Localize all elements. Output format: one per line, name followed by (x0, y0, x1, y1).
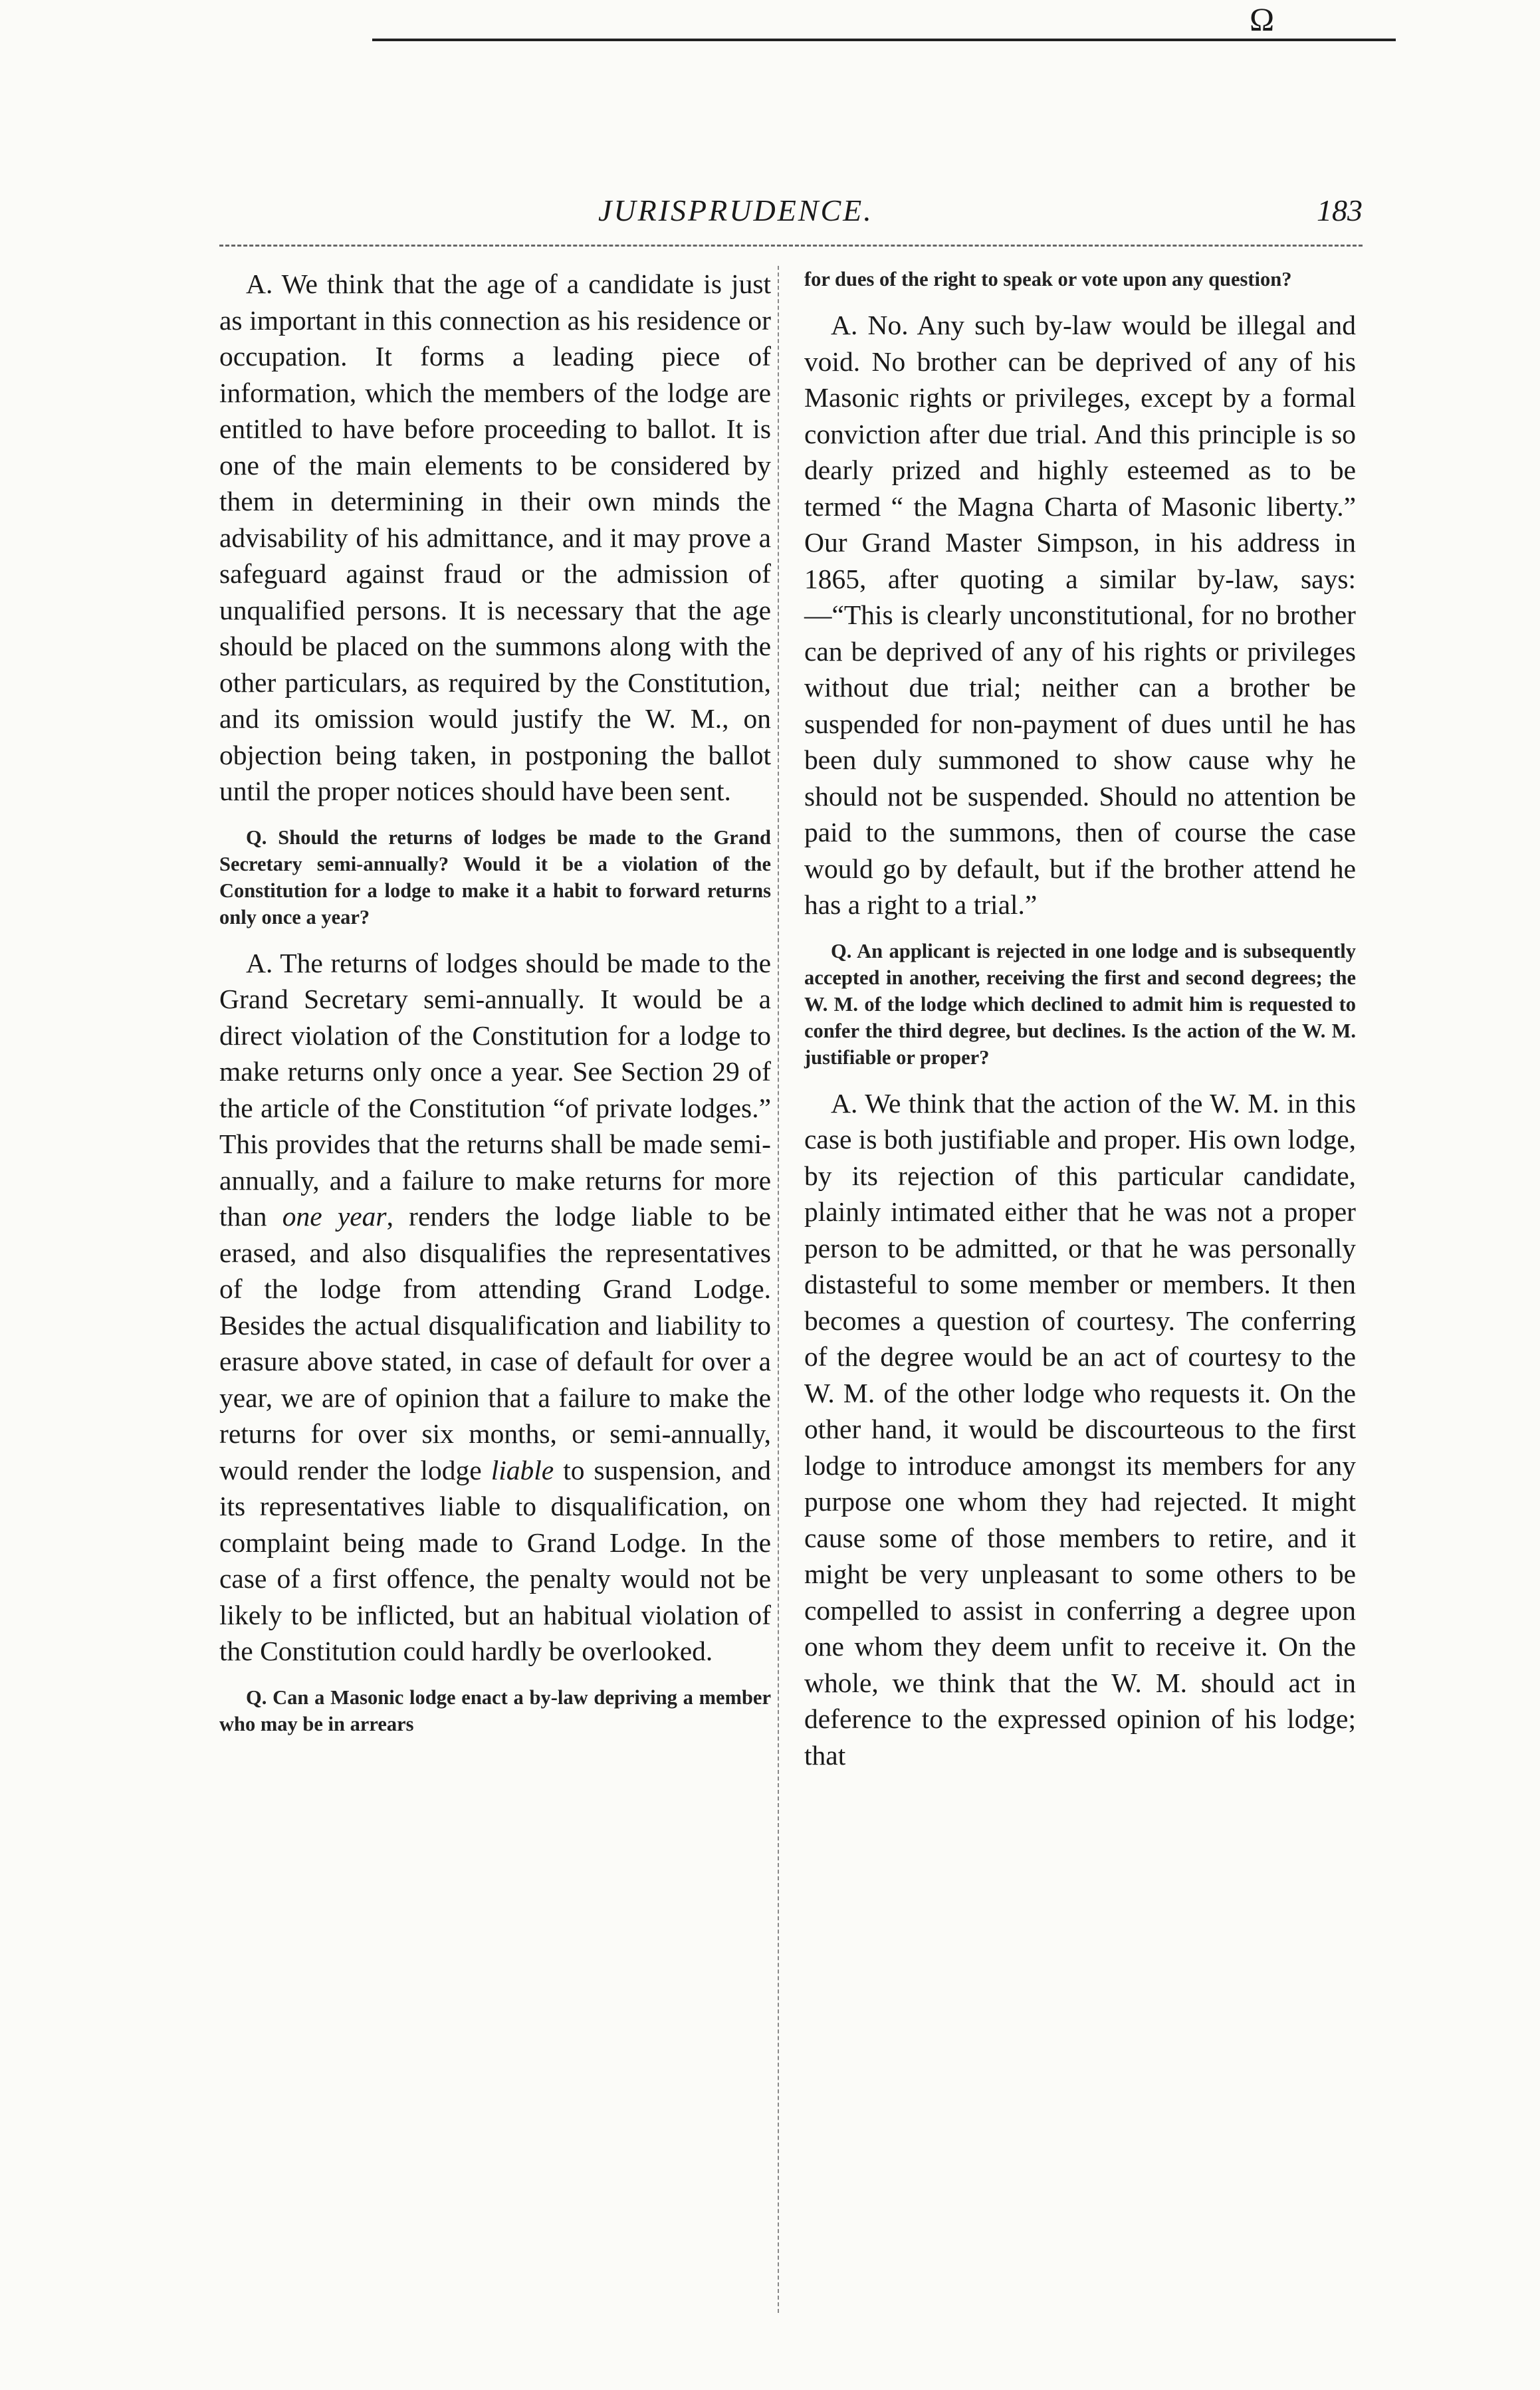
emphasis-text: liable (491, 1454, 554, 1485)
top-rule (372, 39, 1396, 41)
page-number: 183 (1317, 193, 1363, 227)
question-paragraph: Q. An applicant is rejected in one lodge and is subsequently accepted in another, receiving the first and second degrees; the W. M. of the lodge which declined to admit him is requested to confer the third degree, but declines. Is the action of the W. M. justifiable or proper? (804, 939, 1356, 1069)
answer-paragraph: A. No. Any such by-law would be illegal and void. No brother can be deprived of any of his Masonic rights or privileges, except by a formal conviction after due trial. And this principle is so dearly prized and highly esteemed as to be termed “ the Magna Charta of Masonic liberty.” Our Grand Master Simpson, in his address in 1865, after quoting a similar by-law, says:—“This is clearly unconstitutional, for no brother can be deprived of any of his rights or privileges without due trial; neither can a brother be suspended for non-payment of dues until he has been duly summoned to show cause why he should not be suspended. Should no attention be paid to the summons, then of course the case would go by default, but if the brother attend he has a right to a trial.” (804, 310, 1356, 920)
right-column (804, 266, 1356, 1788)
answer-text: A. The returns of lodges should be made to the Grand Secretary semi-annually. It would be a direct violation of the Constitution for a lodge to make returns only once a year. See Section 29 of the article of the Constitution “of private lodges.” This provides that the returns shall be made semi-annually, and a failure to make returns for more than (219, 947, 771, 1232)
page-header (219, 193, 1363, 239)
column-divider (778, 266, 779, 2313)
question-paragraph: Q. Should the returns of lodges be made to the Grand Secretary semi-annually? Would it be a violation of the Constitution for a lodge to make it a habit to forward returns only once a year? (219, 825, 771, 928)
running-title: JURISPRUDENCE. (598, 193, 873, 227)
top-mark: Ω (1250, 1, 1275, 38)
answer-text: to suspension, and its representatives liable to disqualification, on complaint being made to Grand Lodge. In the case of a first offence, the penalty would not be likely to be inflicted, but an habitual violation of the Constitution could hardly be overlooked. (219, 1454, 771, 1666)
answer-paragraph: A. We think that the age of a candidate is just as important in this connection as his residence or occupation. It forms a leading piece of information, which the members of the lodge are entitled to have before proceeding to ballot. It is one of the main elements to be considered by them in determining in their own minds the advisability of his admittance, and it may prove a safeguard against fraud or the admission of unqualified persons. It is necessary that the age should be placed on the summons along with the other particulars, as required by the Constitution, and its omission would justify the W. M., on objection being taken, in postponing the ballot until the proper notices should have been sent. (219, 269, 771, 806)
header-rule (219, 245, 1363, 247)
answer-paragraph: A. We think that the action of the W. M. in this case is both justifiable and proper. His own lodge, by its rejection of this particular candidate, plainly intimated either that he was not a proper person to be admitted, or that he was personally distasteful to some member or members. It then becomes a question of courtesy. The conferring of the degree would be an act of courtesy to the W. M. of the other lodge who requests it. On the other hand, it would be discourteous to the first lodge to introduce amongst its members for any purpose one whom they had rejected. It might cause some of those members to retire, and it might be very unpleasant to some others to be compelled to assist in conferring a degree upon one whom they deem unfit to receive it. On the whole, we think that the W. M. should act in deference to the expressed opinion of his lodge; that (804, 1087, 1356, 1771)
left-column (219, 266, 771, 1752)
answer-paragraph (219, 945, 771, 1670)
answer-text: , renders the lodge liable to be erased, and also disqualifies the representatives of the lodge from attending Grand Lodge. Besides the actual disqualification and liability to erasure above stated, in case of default for over a year, we are of opinion that a failure to make the returns for over six months, or semi-annually, would render the lodge (219, 1201, 771, 1485)
emphasis-text: one year (282, 1201, 387, 1232)
question-continuation: for dues of the right to speak or vote upon any question? (804, 268, 1292, 290)
question-paragraph: Q. Can a Masonic lodge enact a by-law depriving a member who may be in arrears (219, 1685, 771, 1735)
